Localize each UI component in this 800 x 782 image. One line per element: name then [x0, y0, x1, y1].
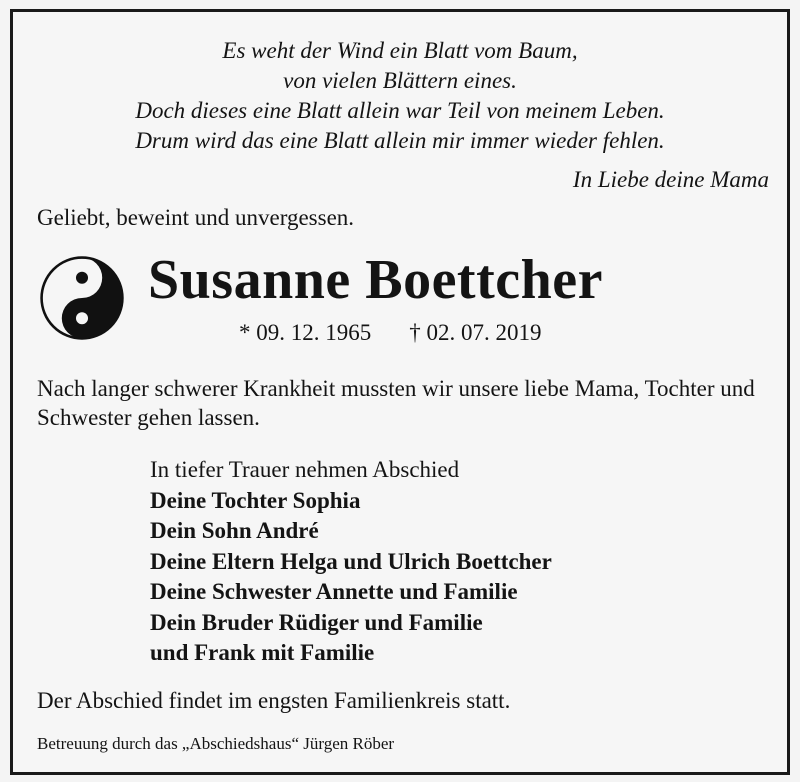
mourners-heading: In tiefer Trauer nehmen Abschied: [150, 457, 460, 482]
mourner-name: Deine Tochter Sophia: [150, 487, 361, 513]
mourner-name: Dein Sohn André: [150, 518, 319, 543]
yin-yang-icon: [39, 255, 125, 341]
mourner-name: und Frank mit Familie: [150, 640, 375, 665]
poem-line: Doch dieses eine Blatt allein war Teil von meinem Leben.: [135, 98, 665, 123]
farewell-text: Der Abschied findet im engsten Familienkreis statt.: [37, 688, 511, 713]
poem: [13, 36, 787, 156]
poem-line: Es weht der Wind ein Blatt vom Baum,: [222, 38, 578, 63]
poem-line: Drum wird das eine Blatt allein mir immer wieder fehlen.: [135, 128, 665, 153]
obituary-notice: [10, 9, 790, 775]
poem-line: von vielen Blättern eines.: [283, 68, 517, 93]
deceased-name: Susanne Boettcher: [148, 249, 603, 311]
poem-signoff: In Liebe deine Mama: [572, 167, 769, 192]
birth-date: * 09. 12. 1965: [239, 320, 372, 345]
mourners-list: [150, 455, 552, 669]
intro-text: Geliebt, beweint und unvergessen.: [37, 205, 355, 230]
mourner-name: Deine Eltern Helga und Ulrich Boettcher: [150, 548, 552, 574]
mourner-name: Dein Bruder Rüdiger und Familie: [150, 609, 483, 635]
mourner-name: Deine Schwester Annette und Familie: [150, 579, 518, 604]
life-dates: [239, 320, 542, 346]
funeral-home-credit: Betreuung durch das „Abschiedshaus“ Jürgen Röber: [37, 734, 395, 753]
death-date: † 02. 07. 2019: [409, 320, 542, 345]
announcement-text: Nach langer schwerer Krankheit mussten wir unsere liebe Mama, Tochter und Schwester gehen lassen.: [37, 376, 755, 430]
